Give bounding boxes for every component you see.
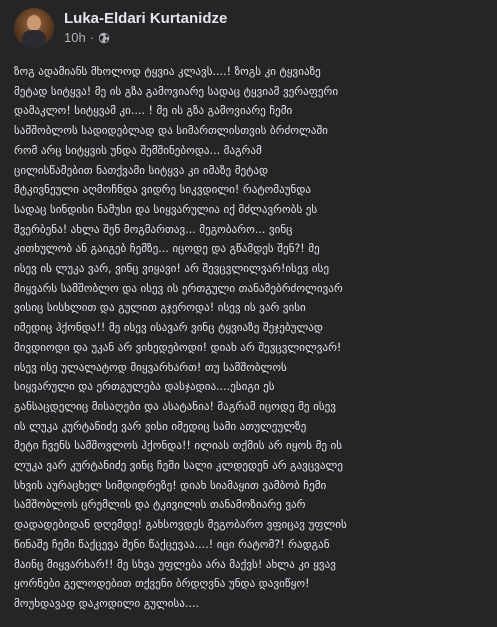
- post-text: ზოგ ადამიანს მხოლოდ ტყვია კლავს....! ზოგს კი ტყვიაზე მეტად სიტყვა! მე ის გზა გამოვიარე სადაც ტყვიამ ვერაფერი დამაკლო! სიტყვამ კი.... ! მე ის გზა გამოვიარე ჩემი სამშობლოს სადიდებლად და სიმართლისთვის ბრძოლაში რომ არც სიტყვის უნდა შემშინებოდა... მაგრამ ცილისწამებით ნათქვამი სიტყვა კი იმაზე მეტად მტკივნეული აღმოჩნდა ვიდრე სიკვდილი! რატომაუნდა სადაც სინდისი ნამუსი და სიყვარულია იქ მძლავრობს ეს შვერბენა! ახლა შენ მოგმართავ... მეგობარო... ვინც კითხულობ ან გაიგებ ჩემზე... იცოდე და გწამდეს შენ?! მე ისევ ის ლუკა ვარ, ვინც ვიყავი! არ შევცვლილვარ!ისევ ისე მიყვარს სამშობლო და ისევ ის ერთგული თანამებრძოლივარ ვისიც სისხლით და გულით გჯეროდა! ისევ ის ვარ ვისი იმედიც ჰქონდა!! მე ისევ ისავარ ვინც ტყვიაზე შეჯებულად მივდიოდი და უკან არ ვიხედებოდი! დიახ არ შევცვლილვარ! ისევ ისე ულალატოდ მიყვარხართ! თუ სამშობლოს სიყვარული და ერთგულება დასჯადია....ესიგი ეს განსაცდელიც მისაღები და ასატანია! მაგრამ იცოდე მე ისევ ის ლუკა კურტანიძე ვარ ვისი იმედიც სამი ათულეულზე მეტი ჩვენს სამშოვლოს ჰქონდა!! ილიას თქმის არ იყოს მე ის ლუკა ვარ კურტანიძე ვინც ჩემი სალი კლდედენ არ გავცვალე სხვის აურაცხელ სიმდიდრეზე! დიახ სიამაყით ვამბობ ჩემი სამშობლოს ცრემლის და ტკივილის თანამოზიარე ვარ დადადებიდან დღემდე! გახსოვდეს მეგობარო ვფიცავ უფლის წინაშე ჩემი წაქცევა შენი წაქცევაა....! იცი რატომ?! რადგან მაინც მიყვარხარ!! მე სხვა უფლება არა მაქვს! ახლა კი ყვავ ყორნები გელოდებით თქვენი ბრდღვნა უნდა დავიწყო! მოუხდავად დაკოდილი გულისა....: [14, 65, 347, 610]
- author-name[interactable]: Luka-Eldari Kurtanidze: [64, 10, 228, 27]
- post-meta: [64, 8, 227, 46]
- author-avatar[interactable]: [14, 8, 54, 48]
- globe-icon[interactable]: [98, 32, 110, 44]
- post-timestamp[interactable]: 10h: [64, 30, 86, 45]
- avatar-face: [27, 15, 41, 31]
- post-header: [14, 8, 483, 48]
- post-subline: [64, 30, 227, 46]
- separator-dot: ·: [89, 30, 95, 45]
